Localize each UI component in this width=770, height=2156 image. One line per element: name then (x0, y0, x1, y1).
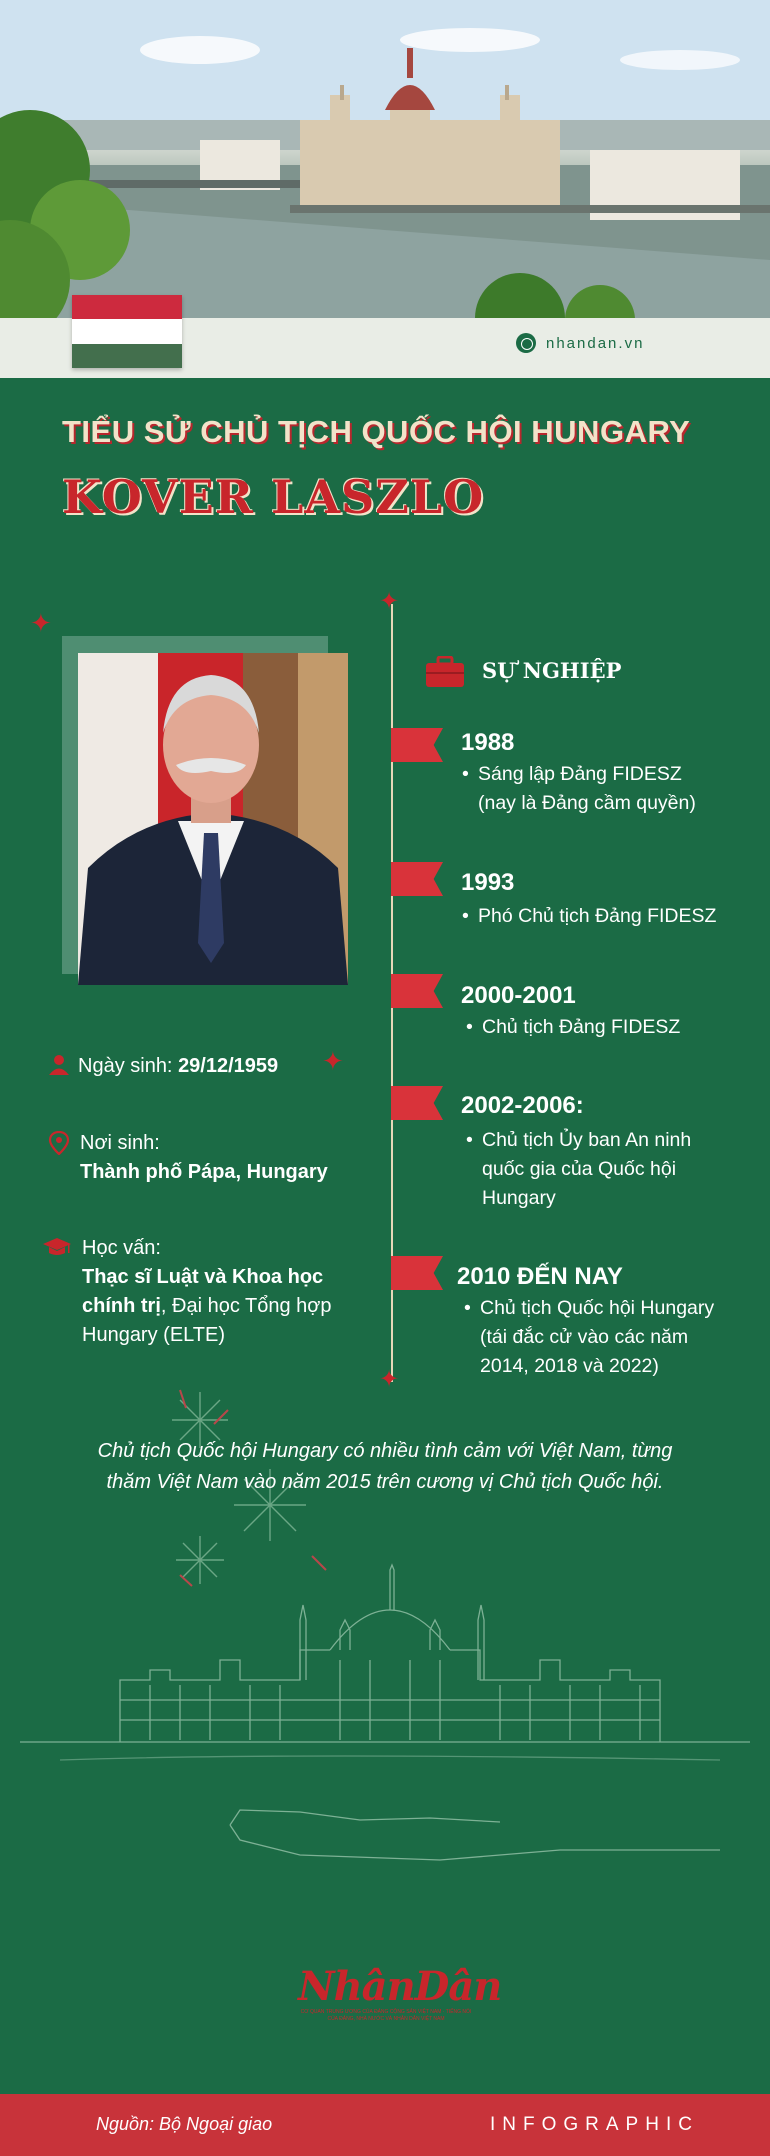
career-desc-line: Chủ tịch Ủy ban An ninh (482, 1129, 692, 1151)
birth-date-label: Ngày sinh: (78, 1055, 179, 1077)
infographic-tag: INFOGRAPHIC (490, 2114, 699, 2135)
quote-line: thăm Việt Nam vào năm 2015 trên cương vị Chủ tịch Quốc hội. (106, 1471, 664, 1493)
header-photo (0, 0, 770, 318)
flag-stripe-red (72, 295, 182, 319)
career-desc: • Phó Chủ tịch Đảng FIDESZ (462, 905, 717, 927)
birthplace-label: Nơi sinh: (80, 1132, 160, 1154)
quote-line: Chủ tịch Quốc hội Hungary có nhiều tình cảm với Việt Nam, từng (97, 1440, 673, 1462)
site-brand[interactable] (516, 333, 644, 353)
career-desc: • Chủ tịch Ủy ban An ninh quốc gia của Quốc hội Hungary (466, 1126, 691, 1213)
closing-quote (70, 1436, 700, 1498)
sparkle-icon: ✦ (30, 608, 52, 638)
person-icon (48, 1054, 70, 1076)
timeline-marker (391, 728, 443, 762)
education-row (48, 1234, 332, 1350)
birthplace-value: Thành phố Pápa, Hungary (80, 1161, 328, 1183)
career-desc-line: quốc gia của Quốc hội (482, 1158, 677, 1180)
career-desc-line: 2014, 2018 và 2022) (480, 1355, 659, 1377)
career-desc-line: (tái đắc cử vào các năm (480, 1326, 689, 1348)
sparkle-icon: ✦ (322, 1046, 344, 1076)
education-degree-2: chính trị (82, 1295, 161, 1317)
career-desc: • Sáng lập Đảng FIDESZ (nay là Đảng cầm quyền) (462, 760, 696, 818)
page-subtitle: TIỂU SỬ CHỦ TỊCH QUỐC HỘI HUNGARY (62, 414, 691, 449)
career-desc-line: Phó Chủ tịch Đảng FIDESZ (478, 905, 717, 927)
career-desc-line: Sáng lập Đảng FIDESZ (478, 763, 682, 785)
flag-stripe-green (72, 344, 182, 368)
education-label: Học vấn: (82, 1237, 161, 1259)
career-year: 1988 (461, 729, 515, 756)
footer-bar (0, 2094, 770, 2156)
career-title: SỰ NGHIỆP (482, 658, 622, 683)
career-year: 2010 ĐẾN NAY (457, 1263, 623, 1290)
career-desc-line: Chủ tịch Quốc hội Hungary (480, 1297, 715, 1319)
location-pin-icon (48, 1131, 70, 1153)
career-year: 2002-2006: (461, 1092, 584, 1119)
portrait-photo (78, 653, 348, 985)
birthplace-row (48, 1129, 328, 1187)
logo-name: NhânDân (298, 1963, 502, 2010)
timeline-marker (391, 862, 443, 896)
globe-icon (516, 333, 536, 353)
source-label: Nguồn: Bộ Ngoại giao (96, 2114, 273, 2134)
nhandan-logo[interactable] (298, 1963, 502, 2023)
career-desc-line: Chủ tịch Đảng FIDESZ (482, 1016, 681, 1038)
flag-stripe-white (72, 319, 182, 343)
career-year: 2000-2001 (461, 982, 576, 1009)
briefcase-icon (425, 656, 465, 688)
sparkle-icon: ✦ (379, 1366, 400, 1393)
timeline-marker (391, 1256, 443, 1290)
timeline-marker (391, 1086, 443, 1120)
hungary-flag (72, 295, 182, 368)
career-desc-line: (nay là Đảng cầm quyền) (478, 792, 696, 814)
education-degree-1: Thạc sĩ Luật và Khoa học (82, 1266, 324, 1288)
education-school-2: Hungary (ELTE) (82, 1324, 226, 1346)
graduation-cap-icon (42, 1236, 64, 1258)
logo-tagline: CƠ QUAN TRUNG ƯƠNG CỦA ĐẢNG CỘNG SẢN VIỆT NAM · TIẾNG NÓI CỦA ĐẢNG, NHÀ NƯỚC VÀ NHÂN DÂN VIỆT NAM (300, 2009, 472, 2022)
education-school-1: , Đại học Tổng hợp (160, 1295, 332, 1317)
birth-date-value: 29/12/1959 (178, 1055, 279, 1077)
birth-date-row (48, 1052, 278, 1081)
site-name: nhandan.vn (546, 334, 645, 352)
sparkle-icon: ✦ (379, 588, 400, 615)
timeline-marker (391, 974, 443, 1008)
career-desc-line: Hungary (482, 1187, 556, 1209)
career-desc: • Chủ tịch Quốc hội Hungary (tái đắc cử vào các năm 2014, 2018 và 2022) (464, 1294, 714, 1381)
page-title: KOVER LASZLO (62, 470, 485, 524)
career-desc: • Chủ tịch Đảng FIDESZ (466, 1016, 681, 1038)
career-year: 1993 (461, 869, 515, 896)
